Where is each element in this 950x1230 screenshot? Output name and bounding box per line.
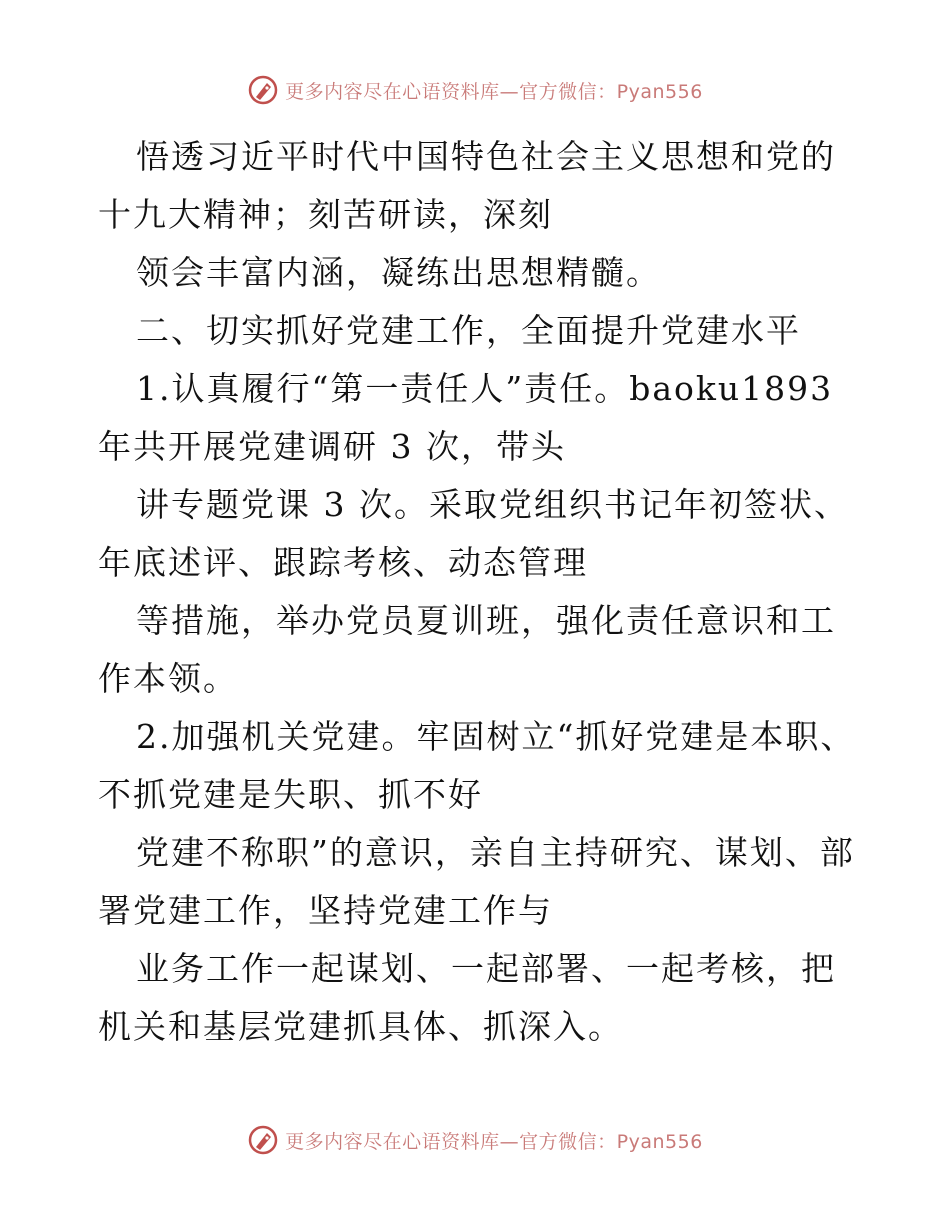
paragraph-6: 2.加强机关党建。牢固树立“抓好党建是本职、不抓党建是失职、抓不好 [98,717,856,814]
footer-watermark-text: 更多内容尽在心语资料库—官方微信：Pyan556 [285,1130,703,1153]
pen-nib-logo-icon [247,74,279,106]
section-heading: 二、切实抓好党建工作，全面提升党建水平 [136,311,801,350]
paragraph-1: 悟透习近平时代中国特色社会主义思想和党的十九大精神；刻苦研读，深刻 [98,137,836,234]
document-body [98,128,858,1056]
paragraph-4: 讲专题党课 3 次。采取党组织书记年初签状、年底述评、跟踪考核、动态管理 [98,485,849,582]
paragraph-3: 1.认真履行“第一责任人”责任。baoku1893 年共开展党建调研 3 次，带头 [98,369,846,466]
paragraph-7: 党建不称职”的意识，亲自主持研究、谋划、部署党建工作，坚持党建工作与 [98,833,855,930]
pen-nib-logo-icon [247,1124,279,1156]
header-watermark [0,70,950,110]
paragraph-5: 等措施，举办党员夏训班，强化责任意识和工作本领。 [98,601,836,698]
header-watermark-text: 更多内容尽在心语资料库—官方微信：Pyan556 [285,80,703,103]
footer-watermark [0,1120,950,1160]
paragraph-2: 领会丰富内涵，凝练出思想精髓。 [136,253,661,292]
paragraph-8: 业务工作一起谋划、一起部署、一起考核，把机关和基层党建抓具体、抓深入。 [98,949,836,1046]
